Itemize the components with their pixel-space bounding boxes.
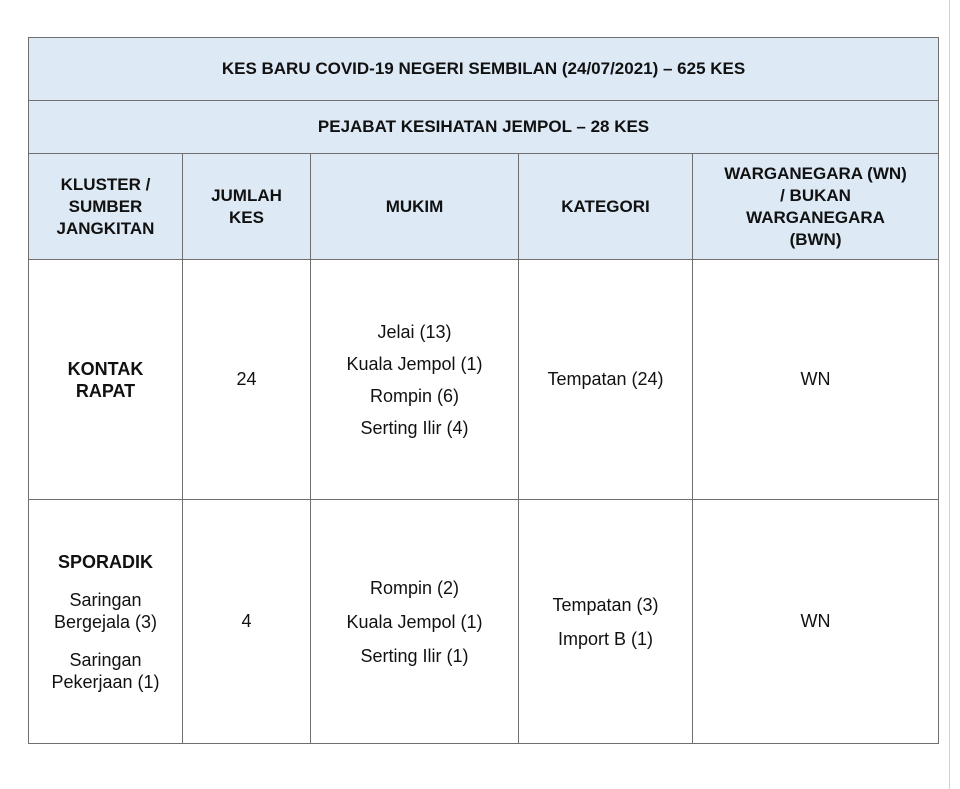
kluster-detail-line: Saringan [69,589,142,610]
kategori-item: Tempatan (3) [552,594,659,615]
header-wn-line: WARGANEGARA [746,207,885,227]
cell-mukim [311,500,519,744]
header-wn-line: WARGANEGARA (WN) [724,163,907,183]
cell-kluster [29,260,183,500]
mukim-item: Kuala Jempol (1) [346,611,483,632]
cell-wn: WN [693,260,939,500]
table-row-sporadik [29,500,939,744]
kluster-label-line: KONTAK [67,358,144,379]
header-mukim: MUKIM [311,154,519,260]
cell-kategori [519,500,693,744]
kluster-detail-line: Pekerjaan (1) [51,671,160,692]
header-kluster [29,154,183,260]
mukim-item: Rompin (2) [369,577,460,598]
header-jumlah [183,154,311,260]
header-kluster-line: KLUSTER / [60,174,151,194]
header-kategori: KATEGORI [519,154,693,260]
mukim-item: Serting Ilir (4) [360,417,469,438]
table-subtitle: PEJABAT KESIHATAN JEMPOL – 28 KES [29,101,939,154]
header-wn-line: (BWN) [789,229,842,249]
kluster-detail [33,649,178,693]
header-kluster-line: SUMBER [68,196,143,216]
mukim-item: Rompin (6) [369,385,460,406]
header-warganegara [693,154,939,260]
cell-mukim [311,260,519,500]
table-row-kontak-rapat [29,260,939,500]
kategori-item: Tempatan (24) [547,369,664,389]
kluster-label-line: SPORADIK [57,551,153,572]
cell-kategori [519,260,693,500]
title-row [29,38,939,101]
mukim-item: Serting Ilir (1) [360,645,469,666]
covid-cases-table [28,37,939,744]
header-row [29,154,939,260]
kluster-detail-line: Saringan [69,649,142,670]
header-jumlah-line: JUMLAH [211,185,282,205]
header-kluster-line: JANGKITAN [56,218,155,238]
page-right-edge [949,0,950,789]
subtitle-row [29,101,939,154]
cell-wn: WN [693,500,939,744]
header-jumlah-line: KES [229,207,264,227]
kluster-detail-line: Bergejala (3) [53,611,158,632]
cell-jumlah: 24 [183,260,311,500]
kluster-label-line: RAPAT [75,380,136,401]
mukim-item: Kuala Jempol (1) [346,353,483,374]
table-title: KES BARU COVID-19 NEGERI SEMBILAN (24/07/2021) – 625 KES [29,38,939,101]
kategori-item: Import B (1) [557,628,654,649]
kluster-detail [33,589,178,633]
cell-kluster [29,500,183,744]
cell-jumlah: 4 [183,500,311,744]
header-wn-line: / BUKAN [780,185,851,205]
mukim-item: Jelai (13) [377,321,452,342]
